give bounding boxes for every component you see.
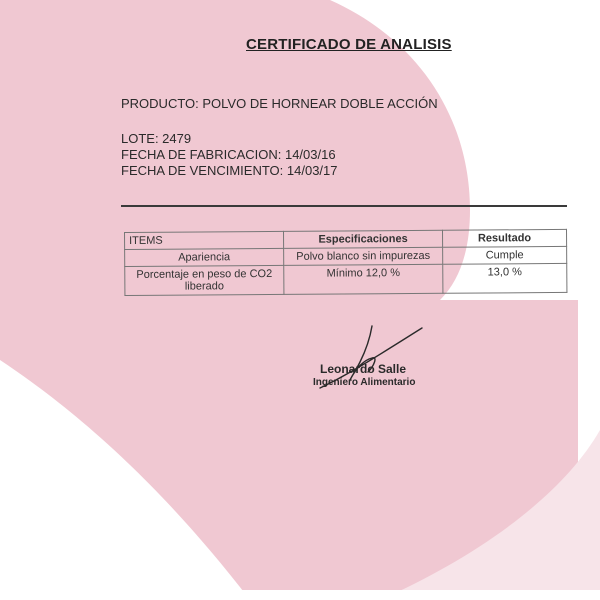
horizontal-rule [121, 205, 567, 207]
signer-name: Leonardo Salle [320, 362, 407, 376]
table-header-items: ITEMS [125, 231, 284, 249]
table-cell-result: Cumple [443, 246, 567, 264]
table-cell-item: Porcentaje en peso de CO2 liberado [125, 265, 284, 295]
certificate-title: CERTIFICADO DE ANALISIS [246, 36, 452, 53]
product-line: PRODUCTO: POLVO DE HORNEAR DOBLE ACCIÓN [121, 96, 438, 111]
expiry-date-line: FECHA DE VENCIMIENTO: 14/03/17 [121, 163, 338, 178]
table-row [125, 263, 567, 295]
analysis-table [124, 229, 567, 296]
table-cell-item: Apariencia [125, 248, 284, 266]
table-cell-spec: Mínimo 12,0 % [284, 264, 443, 294]
table-header-result: Resultado [442, 229, 566, 247]
table-header-specifications: Especificaciones [283, 230, 442, 248]
signer-role: Ingeniero Alimentario [313, 377, 416, 388]
table-cell-spec: Polvo blanco sin impurezas [284, 247, 443, 265]
table-cell-result: 13,0 % [443, 263, 567, 293]
lot-line: LOTE: 2479 [121, 131, 192, 146]
manufacture-date-line: FECHA DE FABRICACION: 14/03/16 [121, 147, 336, 162]
